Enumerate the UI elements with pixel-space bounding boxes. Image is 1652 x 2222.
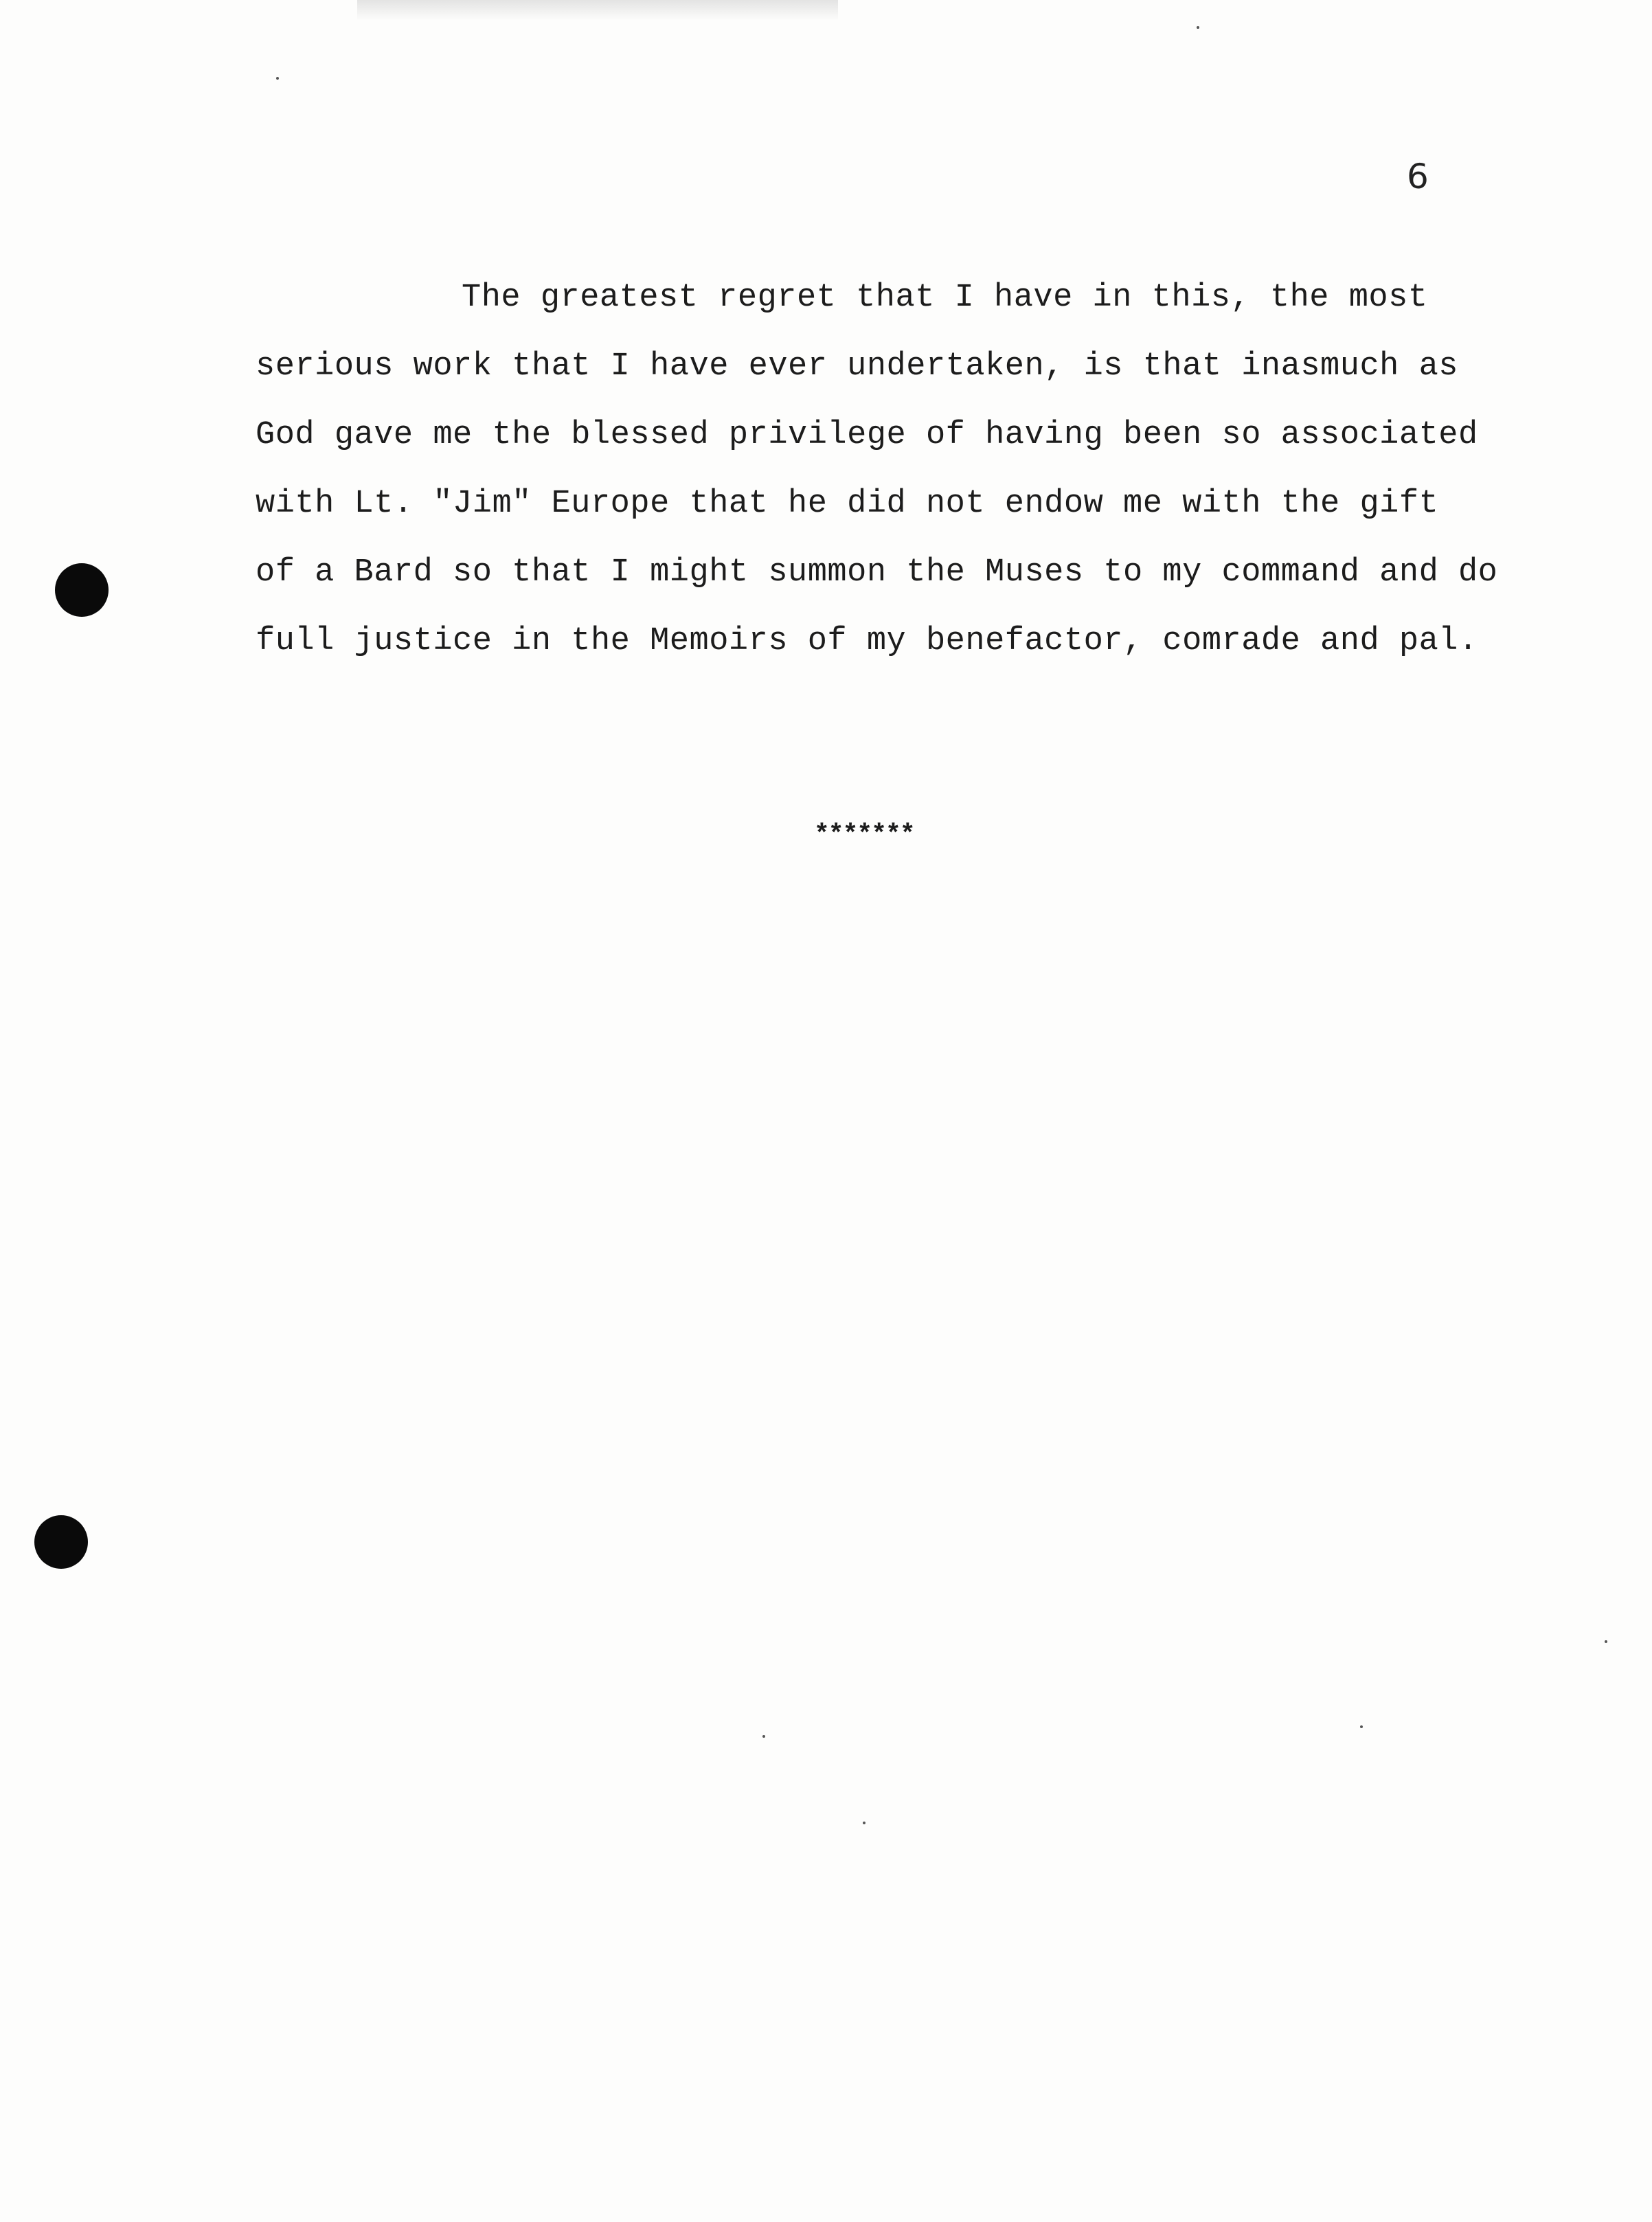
text-line: of a Bard so that I might summon the Muses to my command and do <box>256 554 1498 591</box>
body-paragraph <box>256 264 1574 676</box>
scan-speck <box>1605 1640 1607 1643</box>
scan-speck <box>276 77 279 80</box>
scan-speck <box>1360 1725 1363 1728</box>
scan-speck <box>863 1822 865 1824</box>
text-line: God gave me the blessed privilege of having been so associated <box>256 417 1478 453</box>
text-line: The greatest regret that I have in this, the most <box>462 280 1428 316</box>
section-separator: ******* <box>814 820 914 850</box>
scan-speck <box>1197 26 1199 29</box>
text-line: with Lt. "Jim" Europe that he did not endow me with the gift <box>256 486 1439 522</box>
text-line: full justice in the Memoirs of my benefactor, comrade and pal. <box>256 623 1478 659</box>
punch-hole-top <box>55 563 109 617</box>
scan-speck <box>762 1735 765 1738</box>
page-number: 6 <box>1407 157 1429 196</box>
punch-hole-bottom <box>34 1515 88 1569</box>
scan-artifact <box>357 0 838 21</box>
text-line: serious work that I have ever undertaken, is that inasmuch as <box>256 348 1458 385</box>
